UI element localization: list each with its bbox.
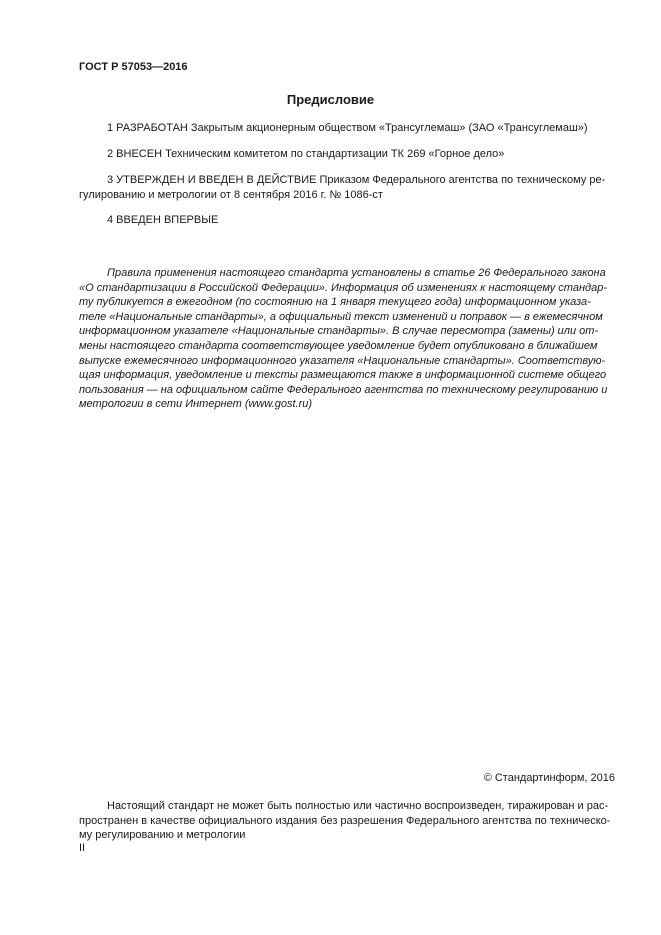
- foreword-item-3: [79, 173, 615, 202]
- reproduction-line: Настоящий стандарт не может быть полностью или частично воспроизведен, тиражирован и рас-: [107, 800, 609, 812]
- notice-line: пользования — на официальном сайте Федерального агентства по техническому регулированию и: [79, 383, 608, 396]
- notice-line: ту публикуется в ежегодном (по состоянию на 1 января текущего года) информационном указа-: [79, 296, 591, 309]
- page-number: II: [79, 842, 86, 854]
- foreword-item-2: 2 ВНЕСЕН Техническим комитетом по стандартизации ТК 269 «Горное дело»: [107, 148, 505, 160]
- notice-line: мены настоящего стандарта соответствующее уведомление будет опубликовано в ближайшем: [79, 339, 598, 352]
- foreword-item-4: 4 ВВЕДЕН ВПЕРВЫЕ: [107, 214, 219, 226]
- notice-line: теле «Национальные стандарты», а официальный текст изменений и поправок — в ежемесячном: [79, 310, 603, 323]
- notice-line: Правила применения настоящего стандарта установлены в статье 26 Федерального закона: [107, 267, 606, 279]
- notice-line: выпуске ежемесячного информационного указателя «Национальные стандарты». Соответствую-: [79, 354, 606, 367]
- notice-paragraph: [79, 266, 615, 412]
- reproduction-notice: [79, 799, 615, 843]
- page-title: Предисловие: [286, 92, 375, 107]
- notice-line: щая информация, уведомление и тексты размещаются также в информационной системе общего: [79, 369, 607, 382]
- copyright-notice: © Стандартинформ, 2016: [483, 772, 615, 784]
- notice-line: информационном указателе «Национальные стандарты». В случае пересмотра (замены) или от-: [79, 325, 599, 338]
- notice-line: «О стандартизации в Российской Федерации». Информация об изменениях к настоящему стандар-: [79, 281, 607, 294]
- reproduction-line: му регулированию и метрологии: [79, 829, 246, 842]
- foreword-item-3-line: гулированию и метрологии от 8 сентября 2016 г. № 1086-ст: [79, 188, 383, 201]
- foreword-item-3-line: 3 УТВЕРЖДЕН И ВВЕДЕН В ДЕЙСТВИЕ Приказом Федерального агентства по техническому ре-: [107, 174, 606, 186]
- foreword-item-1: 1 РАЗРАБОТАН Закрытым акционерным обществом «Трансуглемаш» (ЗАО «Трансуглемаш»): [107, 122, 588, 134]
- reproduction-line: пространен в качестве официального издания без разрешения Федерального агентства по техническо-: [79, 814, 611, 827]
- document-code: ГОСТ Р 57053—2016: [79, 61, 188, 73]
- notice-line: метрологии в сети Интернет (www.gost.ru): [79, 398, 313, 411]
